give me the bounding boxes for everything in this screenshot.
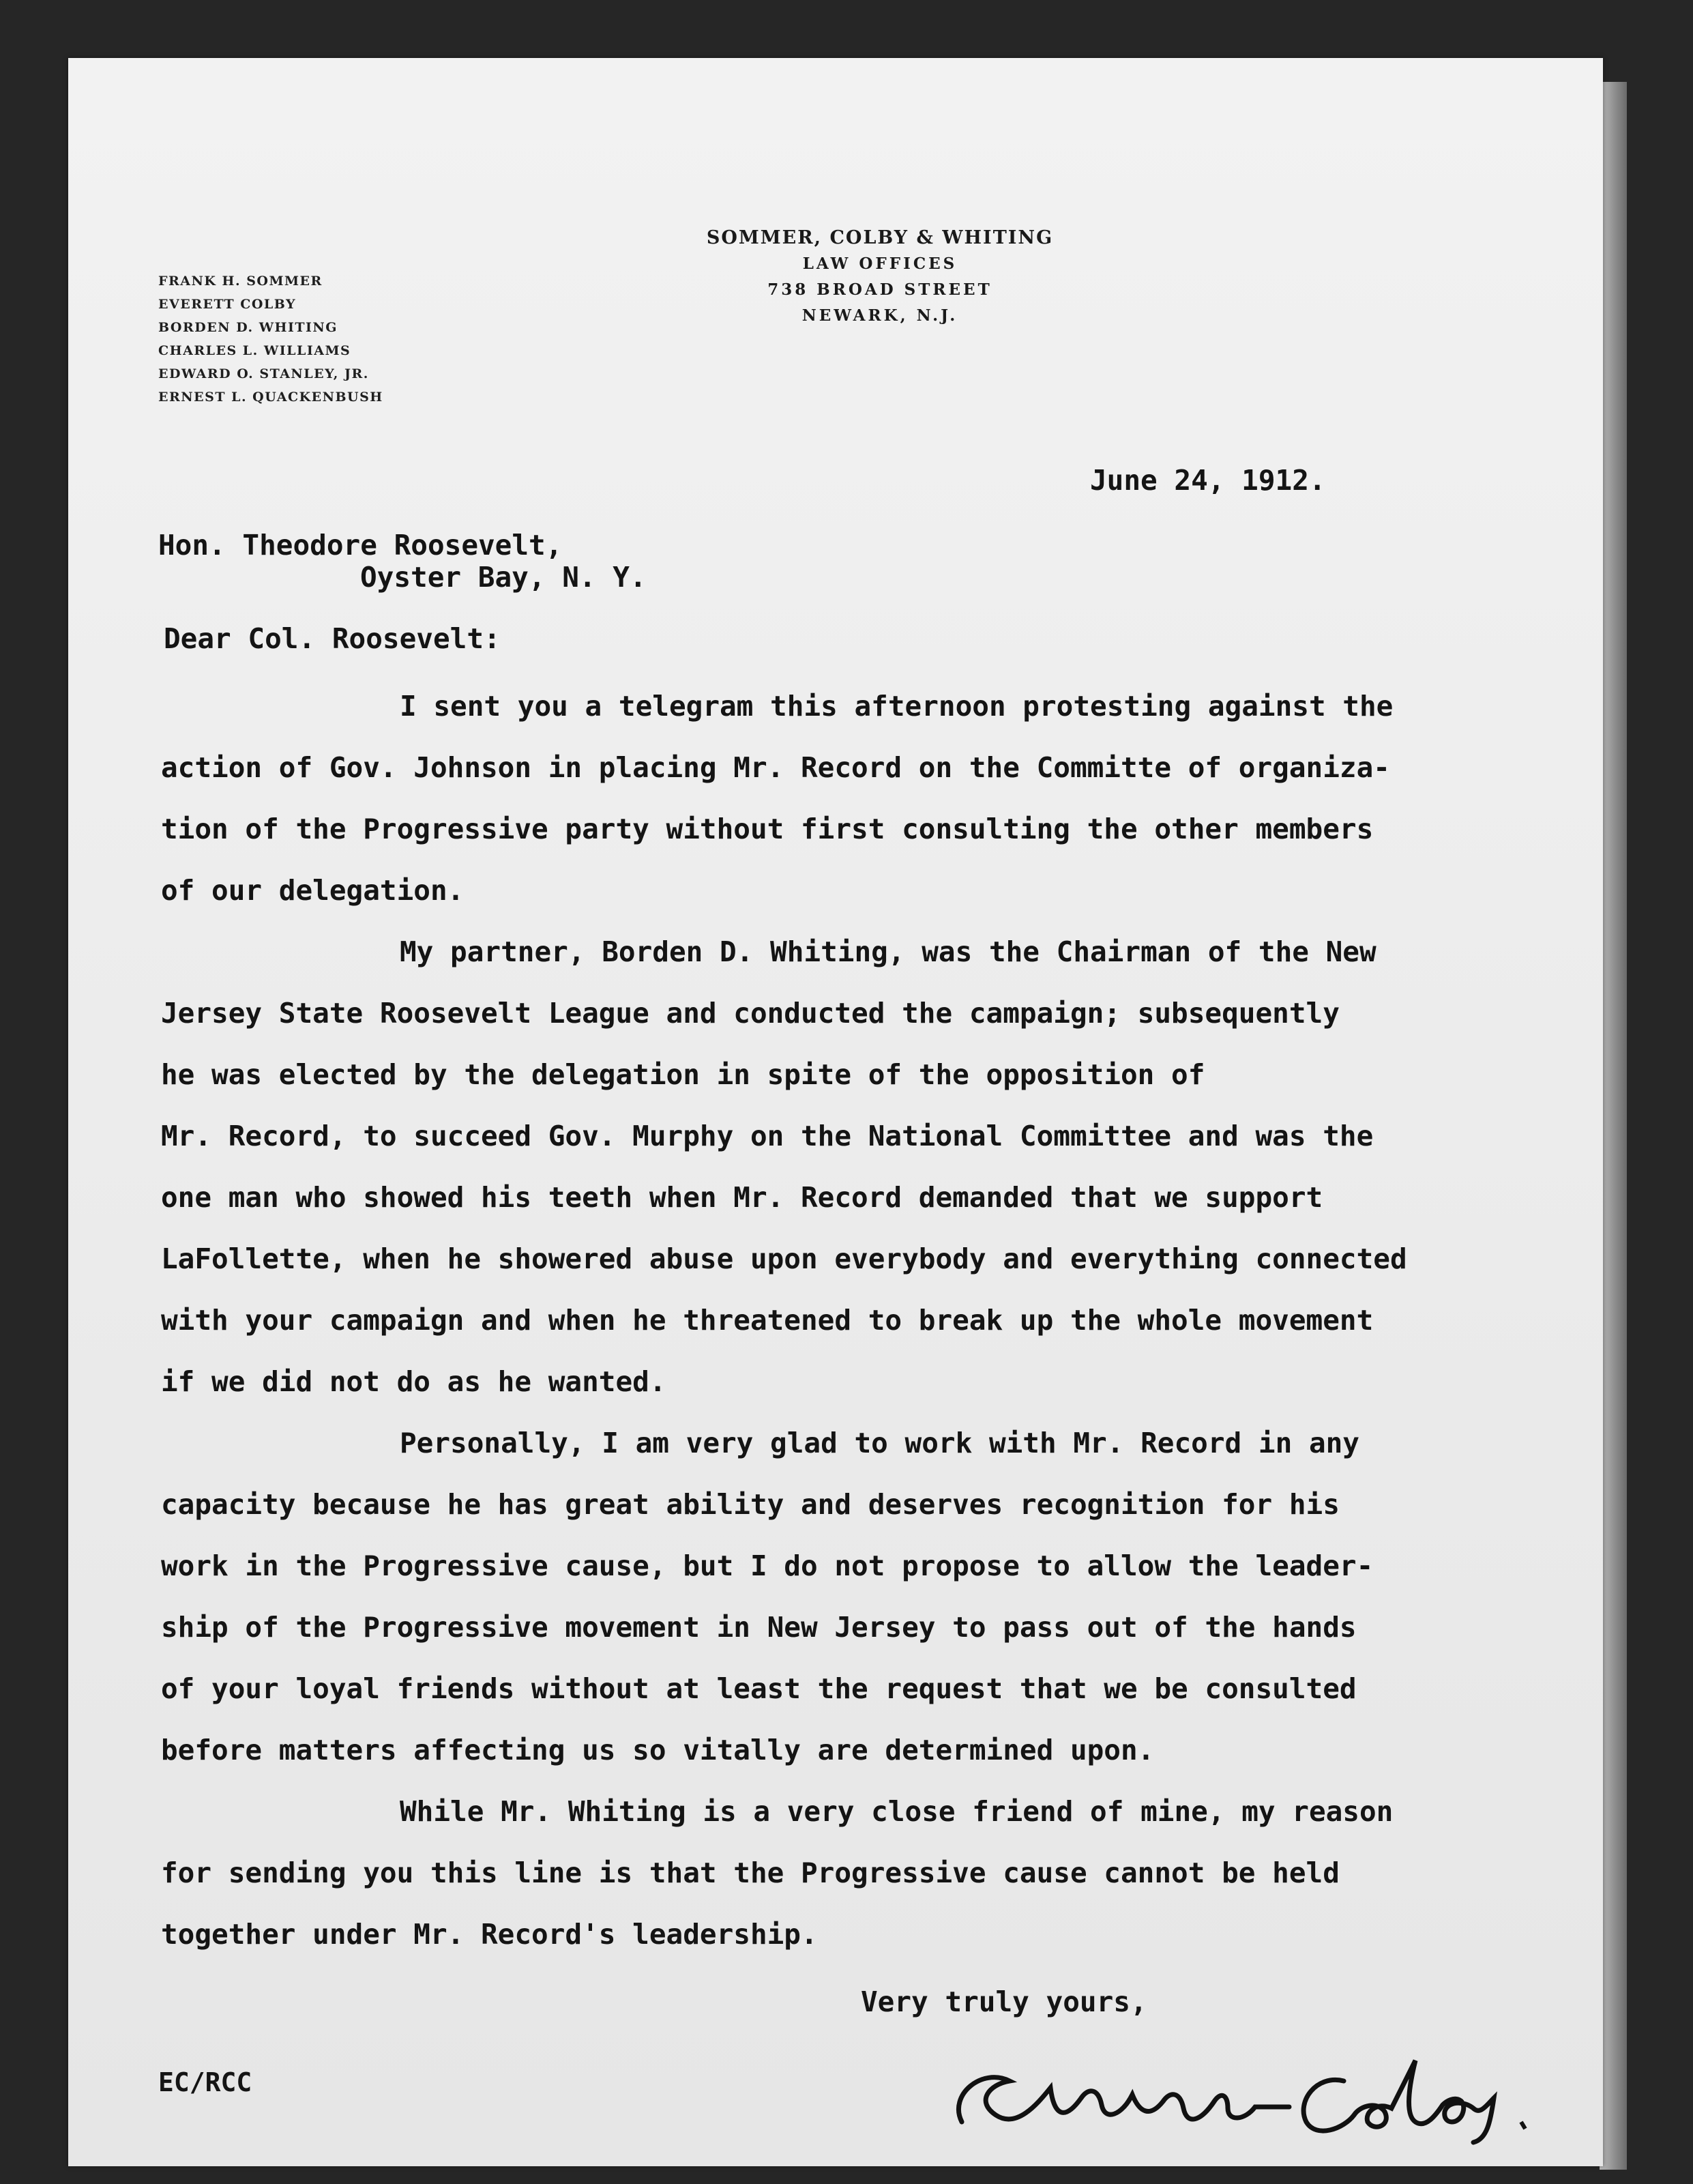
reference-initials: EC/RCC bbox=[158, 2067, 252, 2097]
letterhead-line-street: 738 BROAD STREET bbox=[767, 280, 992, 299]
partner-name: CHARLES L. WILLIAMS bbox=[158, 343, 351, 358]
partner-name: FRANK H. SOMMER bbox=[158, 274, 323, 289]
body-line: of your loyal friends without at least the request that we be consulted bbox=[161, 1672, 1357, 1705]
body-line: capacity because he has great ability and deserves recognition for his bbox=[161, 1488, 1340, 1521]
body-line: Personally, I am very glad to work with Mr. Record in any bbox=[400, 1427, 1359, 1459]
body-line: Mr. Record, to succeed Gov. Murphy on the National Committee and was the bbox=[161, 1120, 1374, 1152]
body-line: action of Gov. Johnson in placing Mr. Record on the Committe of organiza- bbox=[161, 751, 1390, 784]
handwritten-signature bbox=[934, 2040, 1548, 2149]
partner-name: EDWARD O. STANLEY, JR. bbox=[158, 366, 369, 381]
letterhead bbox=[573, 225, 1187, 329]
body-line: he was elected by the delegation in spite of the opposition of bbox=[161, 1058, 1205, 1091]
recipient-name: Hon. Theodore Roosevelt, bbox=[158, 529, 563, 562]
paragraph-1 bbox=[161, 675, 1525, 921]
body-line: ship of the Progressive movement in New Jersey to pass out of the hands bbox=[161, 1611, 1357, 1644]
partner-name: ERNEST L. QUACKENBUSH bbox=[158, 390, 383, 405]
paper-edge-shadow bbox=[1600, 82, 1627, 2170]
salutation: Dear Col. Roosevelt: bbox=[164, 622, 501, 655]
letterhead-line-offices: LAW OFFICES bbox=[802, 254, 958, 273]
recipient-place: Oyster Bay, N. Y. bbox=[360, 561, 647, 594]
paragraph-4 bbox=[161, 1781, 1525, 1965]
paragraph-3 bbox=[161, 1412, 1525, 1781]
body-line: work in the Progressive cause, but I do not propose to allow the leader- bbox=[161, 1549, 1374, 1582]
body-line: together under Mr. Record's leadership. bbox=[161, 1918, 818, 1951]
body-line: before matters affecting us so vitally are determined upon. bbox=[161, 1734, 1155, 1766]
letter-body bbox=[161, 675, 1525, 1965]
firm-name: SOMMER, COLBY & WHITING bbox=[706, 227, 1054, 248]
complimentary-close: Very truly yours, bbox=[861, 1985, 1147, 2018]
body-line: if we did not do as he wanted. bbox=[161, 1365, 666, 1398]
letter-date: June 24, 1912. bbox=[1090, 464, 1326, 497]
partner-name: BORDEN D. WHITING bbox=[158, 320, 338, 335]
body-line: While Mr. Whiting is a very close friend of mine, my reason bbox=[400, 1795, 1394, 1828]
paragraph-2 bbox=[161, 921, 1525, 1412]
body-line: LaFollette, when he showered abuse upon everybody and everything connected bbox=[161, 1242, 1407, 1275]
partner-list bbox=[158, 270, 513, 409]
partner-name: EVERETT COLBY bbox=[158, 297, 297, 312]
body-line: of our delegation. bbox=[161, 874, 465, 907]
body-line: tion of the Progressive party without first consulting the other members bbox=[161, 813, 1374, 845]
body-line: one man who showed his teeth when Mr. Record demanded that we support bbox=[161, 1181, 1323, 1214]
body-line: for sending you this line is that the Progressive cause cannot be held bbox=[161, 1857, 1340, 1889]
body-line: I sent you a telegram this afternoon protesting against the bbox=[400, 690, 1394, 723]
letterhead-line-city: NEWARK, N.J. bbox=[801, 306, 958, 325]
body-line: Jersey State Roosevelt League and conducted the campaign; subsequently bbox=[161, 997, 1340, 1030]
body-line: My partner, Borden D. Whiting, was the Chairman of the New bbox=[400, 935, 1377, 968]
body-line: with your campaign and when he threatened to break up the whole movement bbox=[161, 1304, 1374, 1337]
